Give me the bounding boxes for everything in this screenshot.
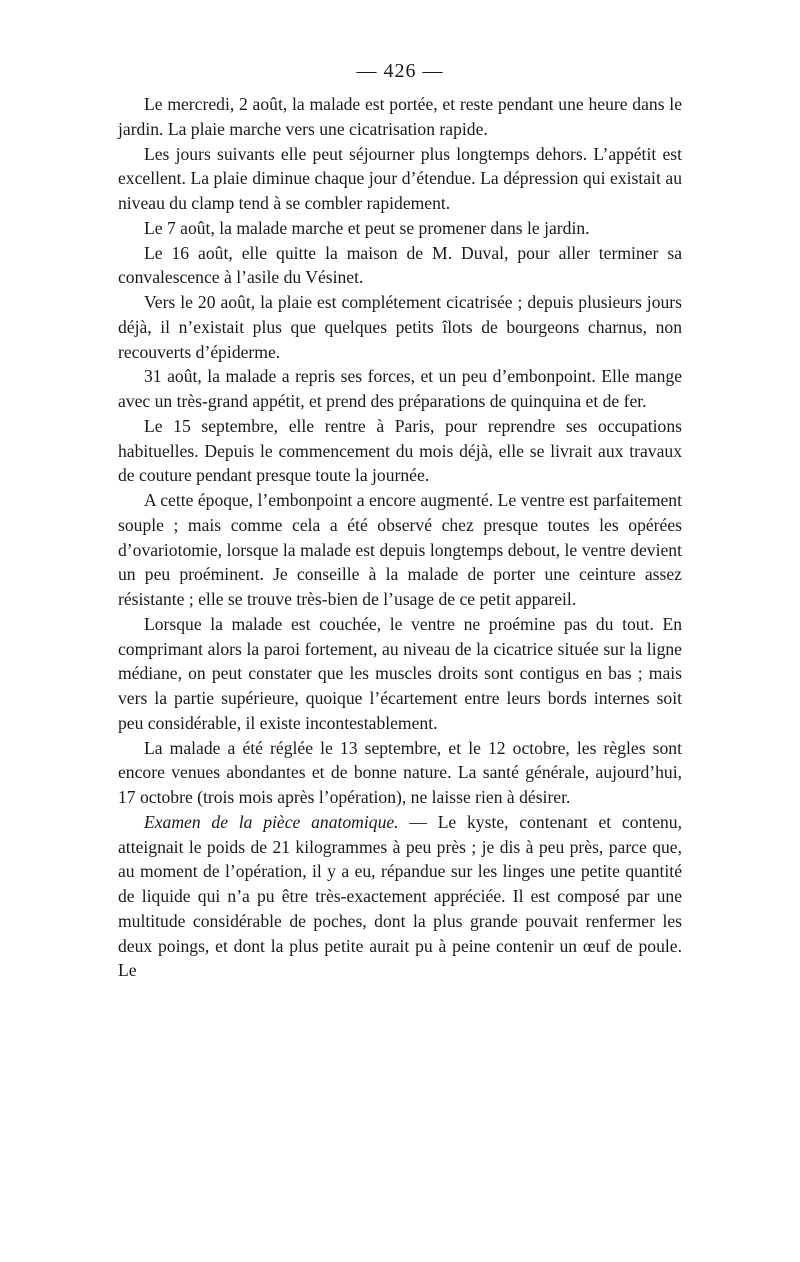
page-number: — 426 —	[356, 60, 444, 82]
paragraph: Le 16 août, elle quitte la maison de M. Duval, pour aller terminer sa convalescence à l’asile du Vésinet.	[118, 242, 682, 288]
paragraph: Les jours suivants elle peut séjourner plus longtemps dehors. L’appétit est excellent. La plaie diminue chaque jour d’étendue. La dépression qui existait au niveau du clamp tend à se combler rapidement.	[118, 143, 682, 213]
paragraph: Le mercredi, 2 août, la malade est portée, et reste pendant une heure dans le jardin. La plaie marche vers une cicatrisation rapide.	[118, 94, 682, 139]
paragraph: A cette époque, l’embonpoint a encore augmenté. Le ventre est parfaitement souple ; mais comme cela a été observé chez presque toutes les opérées d’ovariotomie, lorsque la malade est depuis longtemps debout, le ventre devient un peu proéminent. Je conseille à la malade de porter une ceinture assez résistante ; elle se trouve très-bien de l’usage de ce petit appareil.	[118, 490, 682, 609]
section-lead-italic: Examen de la pièce anatomique.	[144, 811, 399, 832]
paragraph: Le 15 septembre, elle rentre à Paris, pour reprendre ses occupations habituelles. Depuis le commencement du mois déjà, elle se livrait aux travaux de couture pendant presque toute la journée.	[118, 415, 682, 486]
paragraph: Le 7 août, la malade marche et peut se promener dans le jardin.	[144, 217, 590, 238]
paragraph: Vers le 20 août, la plaie est complétement cicatrisée ; depuis plusieurs jours déjà, il n’existait plus que quelques petits îlots de bourgeons charnus, non recouverts d’épiderme.	[118, 292, 682, 362]
body-text	[118, 92, 682, 983]
paragraph-text: — Le kyste, contenant et contenu, atteignait le poids de 21 kilogrammes à peu près ; je dis à peu près, parce que, au moment de l’opération, il y a eu, répandue sur les linges une petite quantité de liquide qui n’a pu être très-exactement appréciée. Il est composé par une multitude considérable de poches, dont la plus grande pouvait renfermer les deux poings, et dont la plus petite aurait pu à peine contenir un œuf de poule. Le	[118, 811, 682, 981]
paragraph-examen	[118, 810, 682, 983]
paragraph: La malade a été réglée le 13 septembre, et le 12 octobre, les règles sont encore venues abondantes et de bonne nature. La santé générale, aujourd’hui, 17 octobre (trois mois après l’opération), ne laisse rien à désirer.	[118, 737, 682, 807]
paragraph: Lorsque la malade est couchée, le ventre ne proémine pas du tout. En comprimant alors la paroi fortement, au niveau de la cicatrice située sur la ligne médiane, on peut constater que les muscles droits sont contigus en bas ; mais vers la partie supérieure, quoique l’écartement entre leurs bords internes soit peu considérable, il existe incontestablement.	[118, 613, 682, 733]
paragraph: 31 août, la malade a repris ses forces, et un peu d’embonpoint. Elle mange avec un très-grand appétit, et prend des préparations de quinquina et de fer.	[118, 366, 682, 411]
